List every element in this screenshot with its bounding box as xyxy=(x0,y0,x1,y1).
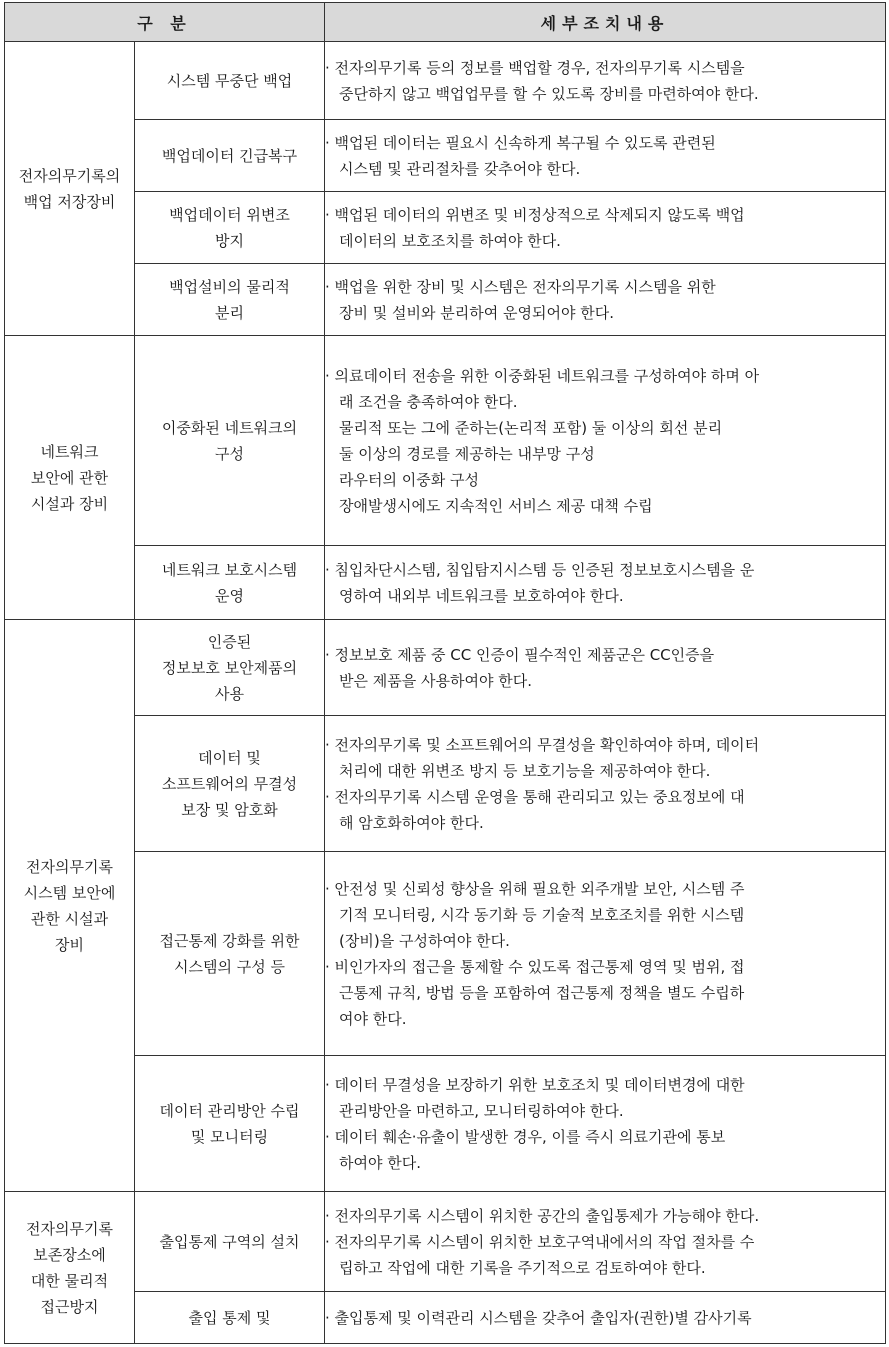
table-row xyxy=(5,1292,886,1344)
detail-line: 처리에 대한 위변조 방지 등 보호기능을 제공하여야 한다. xyxy=(339,761,711,780)
detail-line: · 데이터 무결성을 보장하기 위한 보호조치 및 데이터변경에 대한 xyxy=(325,1075,745,1094)
detail-line: 립하고 작업에 대한 기록을 주기적으로 검토하여야 한다. xyxy=(339,1258,706,1277)
detail-line: 둘 이상의 경로를 제공하는 내부망 구성 xyxy=(339,444,595,463)
subcategory-cell: 시스템 무중단 백업 xyxy=(135,42,325,120)
detail-line: · 전자의무기록 시스템이 위치한 공간의 출입통제가 가능해야 한다. xyxy=(325,1206,760,1225)
subcategory-cell: 인증된 정보보호 보안제품의 사용 xyxy=(135,620,325,716)
subcategory-cell: 백업데이터 긴급복구 xyxy=(135,120,325,192)
detail-cell xyxy=(325,120,886,192)
table-row xyxy=(5,546,886,620)
measures-table xyxy=(4,2,886,1344)
detail-line: · 전자의무기록 시스템 운영을 통해 관리되고 있는 중요정보에 대 xyxy=(325,787,745,806)
category-cell: 전자의무기록의 백업 저장장비 xyxy=(5,42,135,336)
detail-line: · 데이터 훼손·유출이 발생한 경우, 이를 즉시 의료기관에 통보 xyxy=(325,1127,726,1146)
detail-cell xyxy=(325,192,886,264)
subcategory-cell: 백업데이터 위변조 방지 xyxy=(135,192,325,264)
subcategory-cell: 이중화된 네트워크의 구성 xyxy=(135,336,325,546)
table-row xyxy=(5,1192,886,1292)
detail-line: · 전자의무기록 및 소프트웨어의 무결성을 확인하여야 하며, 데이터 xyxy=(325,735,760,754)
table-row xyxy=(5,264,886,336)
header-detail: 세부조치내용 xyxy=(325,3,886,42)
detail-line: 장애발생시에도 지속적인 서비스 제공 대책 수립 xyxy=(339,496,653,515)
subcategory-cell: 네트워크 보호시스템 운영 xyxy=(135,546,325,620)
subcategory-cell: 출입통제 구역의 설치 xyxy=(135,1192,325,1292)
detail-cell xyxy=(325,336,886,546)
category-cell: 네트워크 보안에 관한 시설과 장비 xyxy=(5,336,135,620)
detail-line: 시스템 및 관리절차를 갖추어야 한다. xyxy=(339,159,581,178)
detail-line: · 비인가자의 접근을 통제할 수 있도록 접근통제 영역 및 범위, 접 xyxy=(325,957,745,976)
subcategory-cell: 데이터 관리방안 수립 및 모니터링 xyxy=(135,1056,325,1192)
detail-line: · 안전성 및 신뢰성 향상을 위해 필요한 외주개발 보안, 시스템 주 xyxy=(325,879,745,898)
table-row xyxy=(5,620,886,716)
detail-line: 여야 한다. xyxy=(339,1009,407,1028)
detail-line: 중단하지 않고 백업업무를 할 수 있도록 장비를 마련하여야 한다. xyxy=(339,84,759,103)
detail-cell xyxy=(325,546,886,620)
detail-line: 물리적 또는 그에 준하는(논리적 포함) 둘 이상의 회선 분리 xyxy=(339,418,723,437)
detail-line: 관리방안을 마련하고, 모니터링하여야 한다. xyxy=(339,1101,624,1120)
detail-line: · 백업된 데이터는 필요시 신속하게 복구될 수 있도록 관련된 xyxy=(325,133,716,152)
table-row xyxy=(5,192,886,264)
category-cell: 전자의무기록 보존장소에 대한 물리적 접근방지 xyxy=(5,1192,135,1344)
detail-line: 장비 및 설비와 분리하여 운영되어야 한다. xyxy=(339,303,614,322)
detail-line: · 백업된 데이터의 위변조 및 비정상적으로 삭제되지 않도록 백업 xyxy=(325,205,745,224)
detail-line: · 의료데이터 전송을 위한 이중화된 네트워크를 구성하여야 하며 아 xyxy=(325,366,760,385)
table-header-row xyxy=(5,3,886,42)
header-category: 구 분 xyxy=(5,3,325,42)
detail-line: 데이터의 보호조치를 하여야 한다. xyxy=(339,231,561,250)
detail-cell xyxy=(325,1292,886,1344)
detail-cell xyxy=(325,42,886,120)
detail-line: (장비)을 구성하여야 한다. xyxy=(339,931,510,950)
category-cell: 전자의무기록 시스템 보안에 관한 시설과 장비 xyxy=(5,620,135,1192)
detail-cell xyxy=(325,264,886,336)
detail-line: 기적 모니터링, 시각 동기화 등 기술적 보호조치를 위한 시스템 xyxy=(339,905,745,924)
table-row xyxy=(5,336,886,546)
detail-line: · 침입차단시스템, 침입탐지시스템 등 인증된 정보보호시스템을 운 xyxy=(325,560,755,579)
detail-line: · 정보보호 제품 중 CC 인증이 필수적인 제품군은 CC인증을 xyxy=(325,645,715,664)
subcategory-cell: 데이터 및 소프트웨어의 무결성 보장 및 암호화 xyxy=(135,716,325,852)
detail-cell xyxy=(325,620,886,716)
detail-line: · 백업을 위한 장비 및 시스템은 전자의무기록 시스템을 위한 xyxy=(325,277,716,296)
table-row xyxy=(5,120,886,192)
detail-cell xyxy=(325,1192,886,1292)
detail-line: 근통제 규칙, 방법 등을 포함하여 접근통제 정책을 별도 수립하 xyxy=(339,983,745,1002)
table-row xyxy=(5,852,886,1056)
table-row xyxy=(5,42,886,120)
detail-line: 해 암호화하여야 한다. xyxy=(339,813,484,832)
detail-line: · 출입통제 및 이력관리 시스템을 갖추어 출입자(권한)별 감사기록 xyxy=(325,1308,752,1327)
detail-line: 래 조건을 충족하여야 한다. xyxy=(339,392,518,411)
detail-line: 라우터의 이중화 구성 xyxy=(339,470,479,489)
detail-line: · 전자의무기록 등의 정보를 백업할 경우, 전자의무기록 시스템을 xyxy=(325,58,745,77)
subcategory-cell: 백업설비의 물리적 분리 xyxy=(135,264,325,336)
subcategory-cell: 출입 통제 및 xyxy=(135,1292,325,1344)
table-body xyxy=(5,42,886,1344)
detail-cell xyxy=(325,716,886,852)
detail-cell xyxy=(325,1056,886,1192)
detail-line: 받은 제품을 사용하여야 한다. xyxy=(339,671,532,690)
detail-line: · 전자의무기록 시스템이 위치한 보호구역내에서의 작업 절차를 수 xyxy=(325,1232,755,1251)
detail-line: 하여야 한다. xyxy=(339,1153,422,1172)
detail-cell xyxy=(325,852,886,1056)
subcategory-cell: 접근통제 강화를 위한 시스템의 구성 등 xyxy=(135,852,325,1056)
table-row xyxy=(5,1056,886,1192)
table-row xyxy=(5,716,886,852)
detail-line: 영하여 내외부 네트워크를 보호하여야 한다. xyxy=(339,586,624,605)
